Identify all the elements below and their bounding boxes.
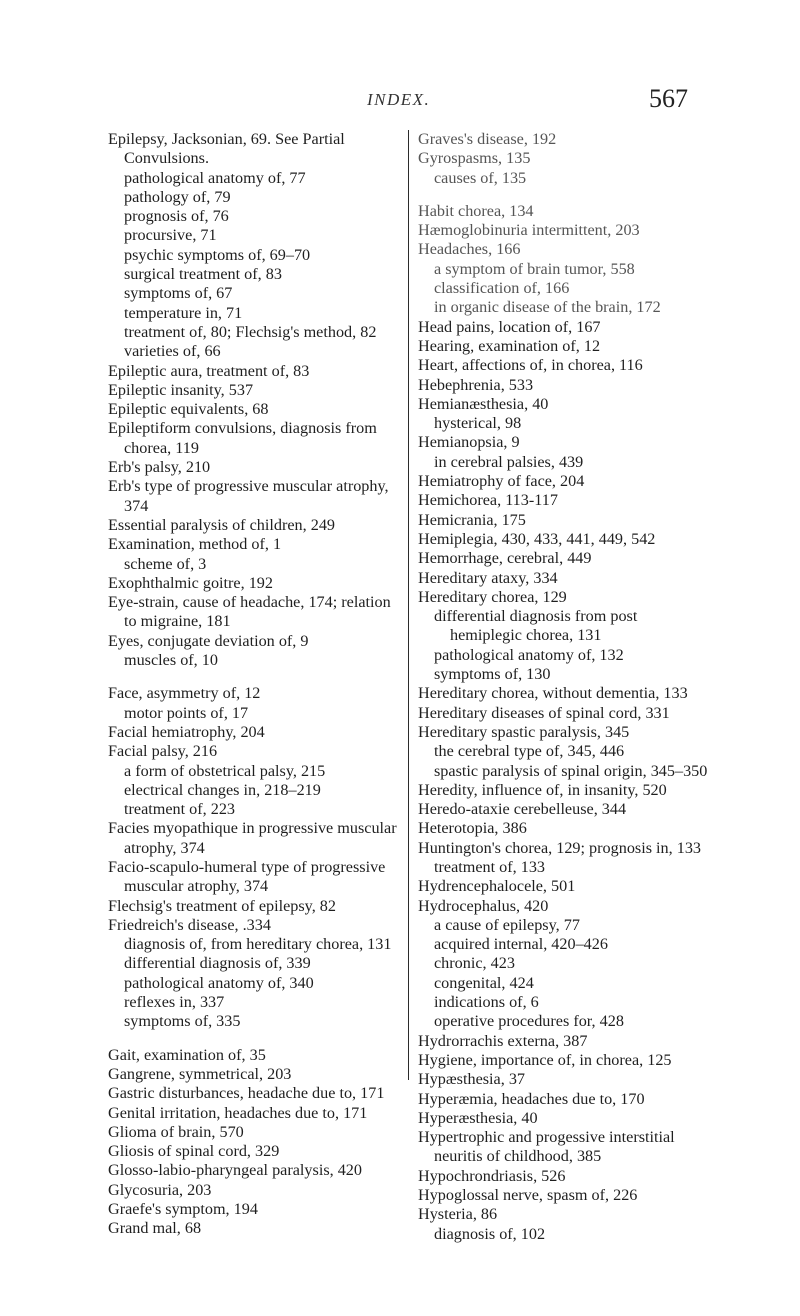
index-entry: Glycosuria, 203 <box>108 1180 212 1199</box>
index-entry: Epileptic aura, treatment of, 83 <box>108 361 310 380</box>
index-entry: Genital irritation, headaches due to, 171 <box>108 1103 368 1122</box>
index-entry: Hemiplegia, 430, 433, 441, 449, 542 <box>418 529 656 548</box>
index-entry: Hypertrophic and progessive interstitial neuritis of childhood, 385 <box>418 1128 675 1166</box>
index-entry: Hebephrenia, 533 <box>418 375 534 394</box>
index-entry: Facial hemiatrophy, 204 <box>108 722 265 741</box>
index-subentry: procursive, 71 <box>124 226 217 245</box>
index-subentry: treatment of, 133 <box>434 857 546 876</box>
index-entry: Hemicrania, 175 <box>418 510 526 529</box>
index-entry: Hypoglossal nerve, spasm of, 226 <box>418 1186 638 1205</box>
index-entry: Flechsig's treatment of epilepsy, 82 <box>108 896 336 915</box>
index-entry: Huntington's chorea, 129; prognosis in, 133 <box>418 838 702 857</box>
index-subentry: congenital, 424 <box>434 973 534 992</box>
index-subentry: spastic paralysis of spinal origin, 345–350 <box>434 761 708 780</box>
index-entry: Hemichorea, 113-117 <box>418 491 558 510</box>
index-entry: Heterotopia, 386 <box>418 819 527 838</box>
index-entry: Graves's disease, 192 <box>418 130 557 148</box>
index-subentry: a cause of epilepsy, 77 <box>434 915 580 934</box>
index-entry: Facio-scapulo-humeral type of progressive muscular atrophy, 374 <box>108 857 386 896</box>
index-entry: Hypochrondriasis, 526 <box>418 1166 566 1185</box>
index-entry: Heart, affections of, in chorea, 116 <box>418 356 643 375</box>
index-entry: Hysteria, 86 <box>418 1205 498 1224</box>
index-subentry: diagnosis of, 102 <box>434 1224 546 1243</box>
index-entry: Epileptic insanity, 537 <box>108 380 254 399</box>
index-entry: Hydrencephalocele, 501 <box>418 877 576 896</box>
index-subentry: acquired internal, 420–426 <box>434 935 608 954</box>
index-entry: Gyrospasms, 135 <box>418 149 531 168</box>
index-entry: Glioma of brain, 570 <box>108 1122 244 1141</box>
index-subentry: prognosis of, 76 <box>124 207 229 226</box>
index-column-left <box>108 130 398 1239</box>
page-number: 567 <box>649 84 688 113</box>
index-entry: Essential paralysis of children, 249 <box>108 515 336 534</box>
index-subentry: pathological anatomy of, 340 <box>124 973 314 992</box>
index-subentry: symptoms of, 67 <box>124 284 233 303</box>
index-subentry: in organic disease of the brain, 172 <box>434 298 661 317</box>
section-gap <box>108 1032 398 1046</box>
index-entry: Habit chorea, 134 <box>418 201 534 220</box>
index-entry: Hereditary spastic paralysis, 345 <box>418 722 630 741</box>
index-subentry: diagnosis of, from hereditary chorea, 131 <box>124 935 392 954</box>
index-entry: Hereditary chorea, without dementia, 133 <box>418 684 688 703</box>
index-entry: Heredity, influence of, in insanity, 520 <box>418 780 667 799</box>
index-entry: Face, asymmetry of, 12 <box>108 684 261 703</box>
index-entry: Hydrorrachis externa, 387 <box>418 1031 588 1050</box>
index-subentry: the cerebral type of, 345, 446 <box>434 742 625 761</box>
index-subentry: muscles of, 10 <box>124 651 218 670</box>
page-header <box>0 86 800 116</box>
index-subentry: hysterical, 98 <box>434 414 522 433</box>
index-entry: Grand mal, 68 <box>108 1219 202 1238</box>
index-subentry: a form of obstetrical palsy, 215 <box>124 761 326 780</box>
index-subentry: reflexes in, 337 <box>124 993 225 1012</box>
index-entry: Epileptiform convulsions, diagnosis from chorea, 119 <box>108 419 377 457</box>
index-entry: Hearing, examination of, 12 <box>418 336 601 355</box>
index-entry: Hemorrhage, cerebral, 449 <box>418 549 592 568</box>
index-entry: Epilepsy, Jacksonian, 69. See Partial Convulsions. <box>108 130 345 168</box>
index-entry: Erb's palsy, 210 <box>108 458 211 477</box>
index-subentry: electrical changes in, 218–219 <box>124 780 321 799</box>
index-entry: Gastric disturbances, headache due to, 171 <box>108 1084 385 1103</box>
index-column-right <box>418 130 708 1244</box>
index-entry: Hereditary ataxy, 334 <box>418 568 558 587</box>
index-entry: Erb's type of progressive muscular atrophy, 374 <box>108 477 389 515</box>
index-subentry: treatment of, 223 <box>124 800 236 819</box>
index-entry: Hereditary diseases of spinal cord, 331 <box>418 703 670 722</box>
index-subentry: causes of, 135 <box>434 168 527 187</box>
index-entry: Headaches, 166 <box>418 240 521 259</box>
index-entry: Hyperæmia, headaches due to, 170 <box>418 1089 645 1108</box>
column-divider <box>408 130 409 1080</box>
index-subentry: treatment of, 80; Flechsig's method, 82 <box>124 322 377 341</box>
index-subentry: symptoms of, 130 <box>434 665 551 684</box>
index-entry: Hemiatrophy of face, 204 <box>418 472 585 491</box>
index-entry: Exophthalmic goitre, 192 <box>108 573 273 592</box>
index-entry: Hydrocephalus, 420 <box>418 896 549 915</box>
index-entry: Hemianopsia, 9 <box>418 433 520 452</box>
index-entry: Eyes, conjugate deviation of, 9 <box>108 631 309 650</box>
index-entry: Hereditary chorea, 129 <box>418 587 567 606</box>
index-subentry: differential diagnosis of, 339 <box>124 954 311 973</box>
index-entry: Hæmoglobinuria intermittent, 203 <box>418 221 640 240</box>
index-subentry: psychic symptoms of, 69–70 <box>124 245 311 264</box>
index-entry: Heredo-ataxie cerebelleuse, 344 <box>418 800 627 819</box>
index-subentry: temperature in, 71 <box>124 303 243 322</box>
index-subentry: pathological anatomy of, 132 <box>434 645 624 664</box>
index-entry: Facial palsy, 216 <box>108 742 218 761</box>
index-entry: Eye-strain, cause of headache, 174; relation to migraine, 181 <box>108 593 391 631</box>
index-subentry: pathological anatomy of, 77 <box>124 168 306 187</box>
index-entry: Hygiene, importance of, in chorea, 125 <box>418 1050 672 1069</box>
section-gap <box>108 670 398 684</box>
section-gap <box>418 188 708 202</box>
index-entry: Friedreich's disease, .334 <box>108 915 271 934</box>
index-subentry: differential diagnosis from post hemiplegic chorea, 131 <box>434 607 638 645</box>
index-subentry: in cerebral palsies, 439 <box>434 452 584 471</box>
index-entry: Head pains, location of, 167 <box>418 317 601 336</box>
index-entry: Epileptic equivalents, 68 <box>108 400 269 419</box>
index-subentry: indications of, 6 <box>434 993 539 1012</box>
index-subentry: chronic, 423 <box>434 954 515 973</box>
index-entry: Hypæsthesia, 37 <box>418 1070 526 1089</box>
index-subentry: scheme of, 3 <box>124 554 207 573</box>
running-title: INDEX. <box>367 90 431 109</box>
index-entry: Examination, method of, 1 <box>108 535 282 554</box>
index-subentry: varieties of, 66 <box>124 342 221 361</box>
index-entry: Facies myopathique in progressive muscular atrophy, 374 <box>108 819 397 857</box>
index-subentry: a symptom of brain tumor, 558 <box>434 259 635 278</box>
index-entry: Glosso-labio-pharyngeal paralysis, 420 <box>108 1161 362 1180</box>
index-entry: Gangrene, symmetrical, 203 <box>108 1064 292 1083</box>
index-subentry: symptoms of, 335 <box>124 1012 241 1031</box>
index-subentry: motor points of, 17 <box>124 703 249 722</box>
index-subentry: operative procedures for, 428 <box>434 1012 624 1031</box>
index-subentry: pathology of, 79 <box>124 187 231 206</box>
index-entry: Gait, examination of, 35 <box>108 1045 266 1064</box>
index-subentry: surgical treatment of, 83 <box>124 265 282 284</box>
index-entry: Graefe's symptom, 194 <box>108 1200 258 1219</box>
index-entry: Hemianæsthesia, 40 <box>418 394 549 413</box>
index-entry: Gliosis of spinal cord, 329 <box>108 1142 280 1161</box>
index-subentry: classification of, 166 <box>434 279 570 298</box>
index-entry: Hyperæsthesia, 40 <box>418 1108 538 1127</box>
